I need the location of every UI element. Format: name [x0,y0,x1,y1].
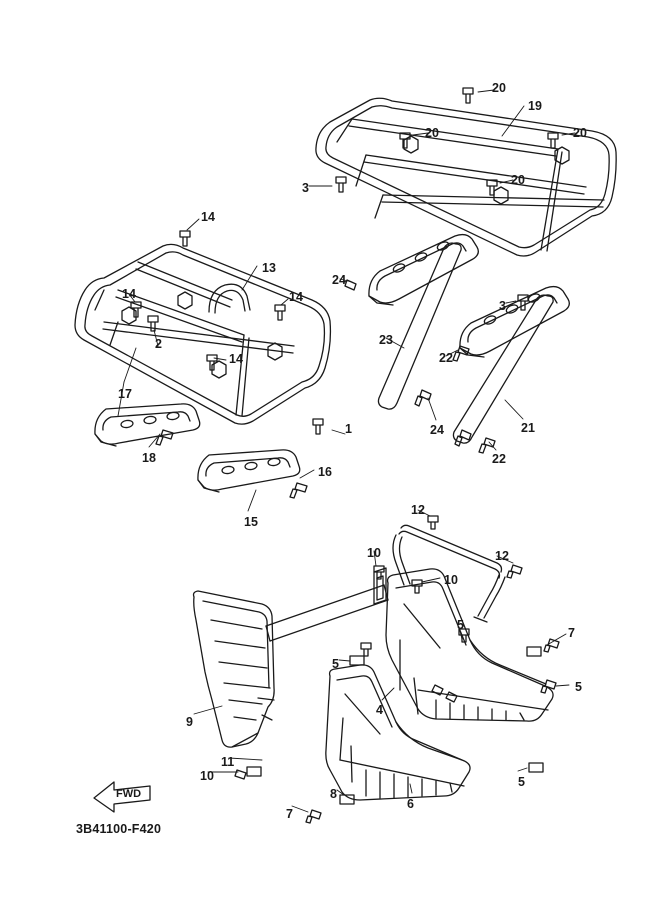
callout-22-b: 22 [492,452,506,466]
callout-5-b: 5 [332,657,339,671]
callout-15: 15 [244,515,258,529]
callout-13: 13 [262,261,276,275]
callout-5-d: 5 [518,775,525,789]
front-carrier-frame [75,244,330,424]
callout-16: 16 [318,465,332,479]
part-code-label: 3B41100-F420 [76,822,162,836]
callout-23: 23 [379,333,393,347]
callout-1: 1 [345,422,352,436]
callout-14-b: 14 [122,287,136,301]
callout-14-a: 14 [201,210,215,224]
callout-24-a: 24 [332,273,346,287]
callout-20-d: 20 [511,173,525,187]
front-carrier-bolts [131,231,323,434]
rear-carrier-frame [316,98,616,256]
callout-7-a: 7 [568,626,575,640]
callout-9: 9 [186,715,193,729]
callout-4: 4 [376,703,383,717]
callout-20-a: 20 [492,81,506,95]
callout-2: 2 [155,337,162,351]
callout-5-a: 5 [457,618,464,632]
callout-19: 19 [528,99,542,113]
callout-21: 21 [521,421,535,435]
callout-5-c: 5 [575,680,582,694]
callout-12-b: 12 [495,549,509,563]
callout-10-c: 10 [200,769,214,783]
callout-20-b: 20 [425,126,439,140]
callout-17: 17 [118,387,132,401]
callout-20-c: 20 [573,126,587,140]
callout-14-d: 14 [229,352,243,366]
callout-11: 11 [221,755,235,769]
callout-24-b: 24 [430,423,444,437]
callout-12-a: 12 [411,503,425,517]
callout-3-b: 3 [499,299,506,313]
callout-3-a: 3 [302,181,309,195]
fwd-label: FWD [116,788,142,800]
callout-7-b: 7 [286,807,293,821]
callout-18: 18 [142,451,156,465]
callout-22-a: 22 [439,351,453,365]
callout-10-a: 10 [367,546,381,560]
callout-8: 8 [330,787,337,801]
callout-6: 6 [407,797,414,811]
callout-10-b: 10 [444,573,458,587]
callout-14-c: 14 [289,290,303,304]
left-footrest-brackets [95,404,307,498]
